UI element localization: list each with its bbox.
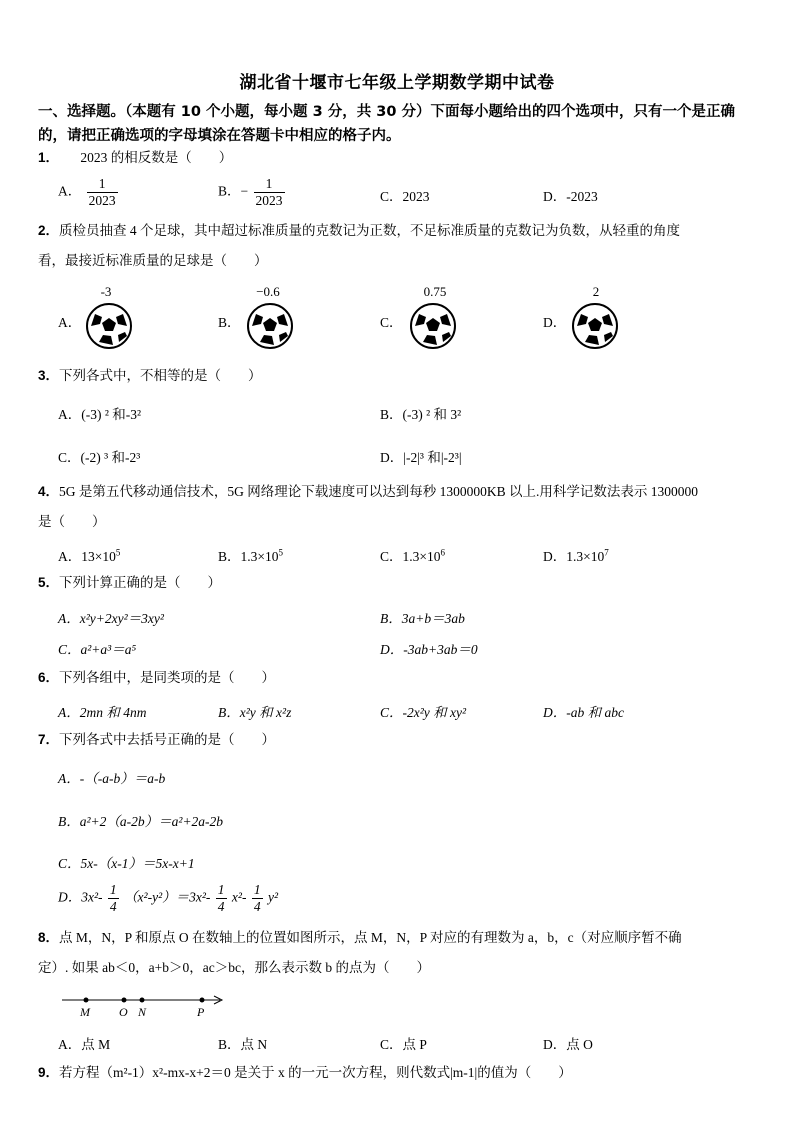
question-number: 3． xyxy=(38,368,60,383)
q8-option-c[interactable]: C．点 P xyxy=(380,1037,427,1052)
q5-option-d[interactable]: D．-3ab+3ab＝0 xyxy=(380,642,478,657)
question-stem: 下列各式中去括号正确的是（ ） xyxy=(59,732,276,747)
q4-option-a[interactable] xyxy=(58,545,120,565)
question-number: 7． xyxy=(38,732,60,747)
soccer-ball-icon xyxy=(246,302,294,350)
option-text: B．1.3×10 xyxy=(218,549,279,564)
question-stem: 下列计算正确的是（ ） xyxy=(59,575,222,590)
q6-option-b[interactable]: B．x²y 和 x²z xyxy=(218,705,292,720)
question-stem-line1: 点 M，N，P 和原点 O 在数轴上的位置如图所示，点 M，N，P 对应的有理数为 a，b，c（对应顺序暂不确 xyxy=(59,930,682,945)
option-label: A． xyxy=(58,183,82,199)
fraction-numerator: 1 xyxy=(217,882,225,897)
q4-option-b[interactable] xyxy=(218,545,283,565)
q2-option-d-label[interactable]: D． xyxy=(543,315,567,330)
minus-sign: − xyxy=(240,183,249,199)
question-number: 9． xyxy=(38,1065,60,1080)
q2-option-b-label[interactable]: B． xyxy=(218,315,241,330)
fraction-denominator: 4 xyxy=(109,899,117,914)
ball-a-value: -3 xyxy=(100,284,112,299)
point-n xyxy=(140,998,145,1003)
fraction xyxy=(87,176,118,209)
option-text: x²- xyxy=(231,889,247,905)
q6-option-d[interactable]: D．-ab 和 abc xyxy=(543,705,624,720)
q7-option-a[interactable]: A．-（-a-b）＝a-b xyxy=(58,771,166,786)
question-4 xyxy=(38,477,762,537)
q2-option-a-label[interactable]: A． xyxy=(58,315,82,330)
question-5 xyxy=(38,568,762,598)
option-text: D．3x²- xyxy=(58,889,103,905)
question-stem: 若方程（m²-1）x²-mx-x+2＝0 是关于 x 的一元一次方程，则代数式|m-1|的值为（ ） xyxy=(59,1065,572,1080)
q5-option-a[interactable]: A．x²y+2xy²＝3xy² xyxy=(58,611,164,626)
q3-option-c[interactable]: C．(-2) ³ 和-2³ xyxy=(58,450,141,465)
q1-option-d[interactable]: D．-2023 xyxy=(543,189,598,204)
question-7 xyxy=(38,725,762,755)
q6-option-c[interactable]: C．-2x²y 和 xy² xyxy=(380,705,467,720)
soccer-ball-icon xyxy=(85,302,133,350)
question-3 xyxy=(38,361,762,391)
q4-option-c[interactable] xyxy=(380,545,445,565)
q6-option-a[interactable]: A．2mn 和 4nm xyxy=(58,705,147,720)
fraction xyxy=(254,176,285,209)
q4-option-d[interactable] xyxy=(543,545,609,565)
question-number: 1． xyxy=(38,150,60,165)
option-text: D．1.3×10 xyxy=(543,549,605,564)
q5-option-c[interactable]: C．a²+a³＝a⁵ xyxy=(58,642,137,657)
point-p xyxy=(200,998,205,1003)
exponent: 5 xyxy=(278,547,283,558)
q3-option-d[interactable]: D．|-2|³ 和|-2³| xyxy=(380,450,462,465)
question-number: 4． xyxy=(38,484,60,499)
question-number: 5． xyxy=(38,575,60,590)
question-2 xyxy=(38,216,762,276)
option-label: B． xyxy=(218,183,241,199)
exam-title: 湖北省十堰市七年级上学期数学期中试卷 xyxy=(239,73,555,93)
question-6 xyxy=(38,663,762,693)
fraction-numerator: 1 xyxy=(109,882,117,897)
question-stem: 下列各式中，不相等的是（ ） xyxy=(59,368,262,383)
exponent: 6 xyxy=(440,547,445,558)
ball-d-value: 2 xyxy=(592,284,600,299)
q5-option-b[interactable]: B．3a+b＝3ab xyxy=(380,611,465,626)
point-o xyxy=(122,998,127,1003)
question-stem-line1: 5G 是第五代移动通信技术，5G 网络理论下载速度可以达到每秒 1300000KB 以上.用科学记数法表示 1300000 xyxy=(59,484,699,499)
fraction xyxy=(108,882,119,915)
question-1 xyxy=(38,143,762,173)
number-line-diagram xyxy=(60,990,230,1020)
soccer-ball-icon xyxy=(571,302,619,350)
fraction xyxy=(252,882,263,915)
q1-option-c[interactable]: C．2023 xyxy=(380,189,430,204)
axis-label-o: O xyxy=(119,1005,128,1019)
fraction-numerator: 1 xyxy=(253,882,261,897)
exponent: 7 xyxy=(604,547,609,558)
q2-option-c-label[interactable]: C． xyxy=(380,315,403,330)
option-text: C．1.3×10 xyxy=(380,549,441,564)
q7-option-c[interactable]: C．5x-（x-1）＝5x-x+1 xyxy=(58,856,195,871)
question-8 xyxy=(38,923,762,983)
axis-label-n: N xyxy=(138,1005,147,1019)
fraction-numerator: 1 xyxy=(87,176,118,193)
ball-c-value: 0.75 xyxy=(423,284,447,299)
q1-option-b[interactable] xyxy=(218,176,287,209)
fraction-denominator: 4 xyxy=(217,899,225,914)
question-number: 8． xyxy=(38,930,60,945)
q7-option-b[interactable]: B．a²+2（a-2b）＝a²+2a-2b xyxy=(58,814,224,829)
fraction-denominator: 2023 xyxy=(255,193,283,208)
option-text: （x²-y²）＝3x²- xyxy=(124,889,211,905)
axis-label-p: P xyxy=(197,1005,205,1019)
fraction-numerator: 1 xyxy=(254,176,285,193)
question-stem-line2: 看，最接近标准质量的足球是（ ） xyxy=(38,253,268,268)
point-m xyxy=(84,998,89,1003)
question-stem: 下列各组中，是同类项的是（ ） xyxy=(59,670,276,685)
q7-option-d[interactable] xyxy=(58,882,278,915)
axis-label-m: M xyxy=(80,1005,90,1019)
question-stem-line2: 定）. 如果 ab＜0，a+b＞0，ac＞bc，那么表示数 b 的点为（ ） xyxy=(38,960,430,975)
section-heading: 一、选择题。（本题有 10 个小题，每小题 3 分，共 30 分）下面每小题给出的四个选项中，只有一个是正确的，请把正确选项的字母填涂在答题卡中相应的格子内。 xyxy=(38,104,735,144)
q1-option-a[interactable] xyxy=(58,176,120,209)
q8-option-b[interactable]: B．点 N xyxy=(218,1037,268,1052)
q3-option-b[interactable]: B．(-3) ² 和 3² xyxy=(380,407,462,422)
fraction-denominator: 2023 xyxy=(88,193,116,208)
question-9 xyxy=(38,1058,762,1088)
question-number: 6． xyxy=(38,670,60,685)
question-stem-line2: 是（ ） xyxy=(38,514,106,529)
option-text: y² xyxy=(267,889,278,905)
q3-option-a[interactable]: A．(-3) ² 和-3² xyxy=(58,407,142,422)
soccer-ball-icon xyxy=(409,302,457,350)
option-text: A．13×10 xyxy=(58,549,116,564)
ball-b-value: −0.6 xyxy=(256,284,280,299)
fraction-denominator: 4 xyxy=(253,899,261,914)
question-stem: 2023 的相反数是（ ） xyxy=(80,150,233,165)
fraction xyxy=(216,882,227,915)
q8-option-a[interactable]: A．点 M xyxy=(58,1037,111,1052)
q8-option-d[interactable]: D．点 O xyxy=(543,1037,593,1052)
question-stem-line1: 质检员抽查 4 个足球，其中超过标准质量的克数记为正数，不足标准质量的克数记为负数，从轻重的角度 xyxy=(59,223,681,238)
exponent: 5 xyxy=(115,547,121,558)
question-number: 2． xyxy=(38,223,60,238)
